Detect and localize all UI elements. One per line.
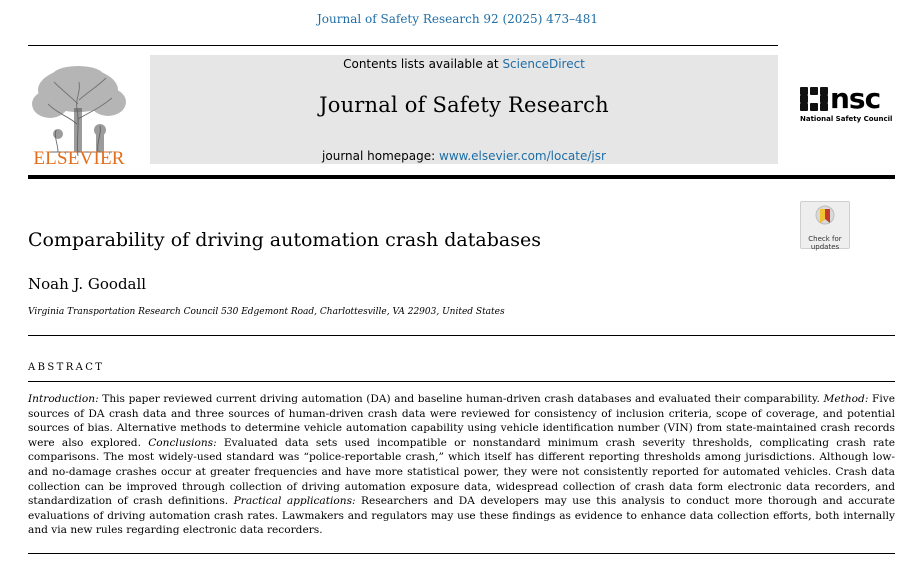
sciencedirect-link[interactable]: ScienceDirect bbox=[502, 57, 585, 71]
contents-line bbox=[150, 57, 778, 71]
nsc-wordmark: nsc bbox=[830, 82, 881, 115]
homepage-prefix: journal homepage: bbox=[322, 149, 440, 163]
bottom-divider bbox=[28, 553, 895, 554]
conclusions-label: Conclusions: bbox=[148, 436, 217, 449]
nsc-subtitle: National Safety Council bbox=[800, 115, 893, 123]
abstract-heading: ABSTRACT bbox=[28, 362, 105, 373]
article-title: Comparability of driving automation crash databases bbox=[28, 229, 541, 251]
conclusions-text: Evaluated data sets used incompatible or nonstandard minimum crash severity thresholds, complicating crash rate comparisons. The most widely-used standard was “police-reportable crash,” which itself has different reporting thresholds among jurisdictions. Although low- and no-damage crashes occur at greater frequencies and have more statistical power, they were not consistently reported for automated vehicles. Crash data collection can be improved through collection of driving automation exposure data, widespread collection of crash data form electronic data recorders, and standardization of crash definitions. bbox=[28, 436, 895, 508]
nsc-mark bbox=[800, 82, 896, 115]
homepage-link[interactable]: www.elsevier.com/locate/jsr bbox=[439, 149, 606, 163]
homepage-line bbox=[150, 149, 778, 163]
journal-citation[interactable]: Journal of Safety Research 92 (2025) 473–481 bbox=[316, 12, 598, 26]
abstract-divider bbox=[28, 381, 895, 382]
bookmark-icon bbox=[814, 205, 836, 229]
nsc-logo[interactable] bbox=[800, 82, 896, 123]
author-affiliation: Virginia Transportation Research Council 530 Edgemont Road, Charlottesville, VA 22903, United States bbox=[28, 307, 505, 317]
check-for-updates-button[interactable] bbox=[800, 201, 850, 249]
intro-label: Introduction: bbox=[28, 393, 99, 405]
method-text: Five sources of DA crash data and three sources of human-driven crash data were reviewed for consistency of inclusion criteria, scope of coverage, and potential sources of bias. Alternative methods to determine vehicle automation capability using vehicle identification number (VIN) from state-maintained crash records were also explored. bbox=[28, 393, 895, 449]
check-for-updates-label: Check for updates bbox=[808, 235, 842, 251]
abstract-body bbox=[28, 392, 895, 538]
contents-prefix: Contents lists available at bbox=[343, 57, 503, 71]
journal-header-box bbox=[150, 55, 778, 164]
journal-title[interactable]: Journal of Safety Research bbox=[319, 93, 609, 117]
practical-text: Researchers and DA developers may use this analysis to conduct more thorough and accurate evaluations of driving automation crash rates. Lawmakers and regulators may use these findings as evidence to enhance data collection efforts, both internally and via new rules regarding electronic data recorders. bbox=[28, 495, 895, 537]
author-name[interactable]: Noah J. Goodall bbox=[28, 275, 147, 293]
elsevier-wordmark: ELSEVIER bbox=[33, 148, 125, 169]
practical-label: Practical applications: bbox=[233, 495, 356, 508]
top-divider bbox=[28, 45, 778, 46]
intro-text: This paper reviewed current driving automation (DA) and baseline human-driven crash databases and evaluated their comparability. bbox=[98, 393, 824, 405]
method-label: Method: bbox=[823, 393, 869, 405]
nsc-dots-icon bbox=[800, 87, 828, 111]
section-divider bbox=[28, 335, 895, 336]
header-thick-divider bbox=[28, 175, 895, 179]
